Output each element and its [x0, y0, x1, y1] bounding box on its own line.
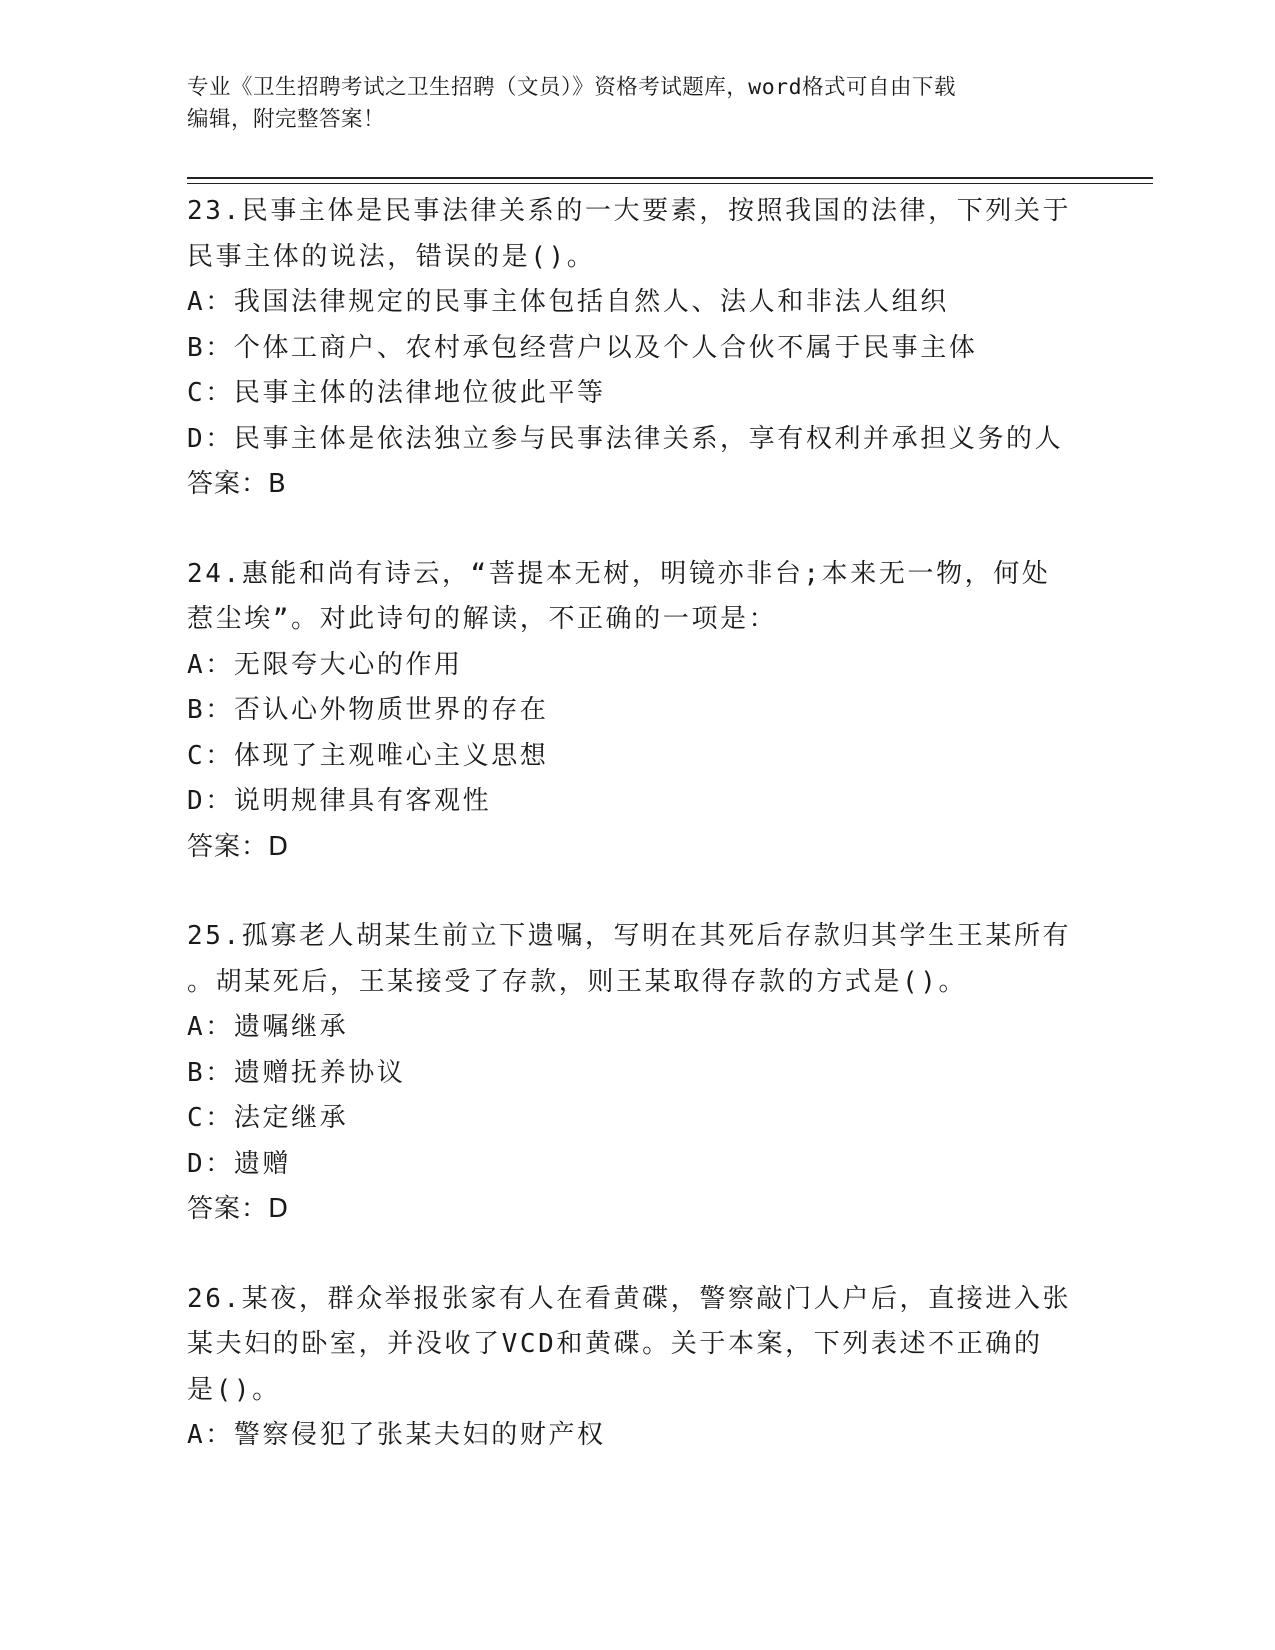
answer: 答案：D — [187, 831, 290, 862]
option-a: A：无限夸大心的作用 — [187, 649, 463, 680]
option-d: D：说明规律具有客观性 — [187, 786, 492, 816]
option-c: C：体现了主观唯心主义思想 — [187, 740, 549, 771]
header-line-2: 编辑，附完整答案！ — [187, 107, 386, 132]
question-text-line: 24.惠能和尚有诗云，“菩提本无树，明镜亦非台;本来无一物，何处 — [187, 558, 1051, 589]
header-divider-thin — [187, 183, 1153, 184]
question-text-line: 民事主体的说法，错误的是()。 — [187, 241, 596, 272]
question-text-line: 。胡某死后，王某接受了存款，则王某取得存款的方式是()。 — [187, 966, 968, 997]
header-line-1: 专业《卫生招聘考试之卫生招聘（文员）》资格考试题库，word格式可自由下载 — [187, 75, 957, 100]
question-text-line: 是()。 — [187, 1374, 281, 1405]
option-b: B：否认心外物质世界的存在 — [187, 695, 549, 725]
option-b: B：遗赠抚养协议 — [187, 1057, 406, 1088]
question-text-line: 26.某夜，群众举报张家有人在看黄碟，警察敲门人户后，直接进入张 — [187, 1283, 1072, 1314]
option-a: A：遗嘱继承 — [187, 1012, 349, 1042]
question-text-line: 25.孤寡老人胡某生前立下遗嘱，写明在其死后存款归其学生王某所有 — [187, 921, 1072, 951]
question-text — [187, 914, 1087, 1005]
option-c: C：民事主体的法律地位彼此平等 — [187, 378, 606, 408]
question-23 — [187, 189, 1087, 508]
option-a: A：警察侵犯了张某夫妇的财产权 — [187, 1420, 606, 1450]
question-26 — [187, 1277, 1087, 1459]
answer: 答案：D — [187, 1194, 290, 1224]
question-25 — [187, 914, 1087, 1233]
question-text-line: 23.民事主体是民事法律关系的一大要素，按照我国的法律，下列关于 — [187, 196, 1072, 226]
header-divider-thick — [187, 177, 1153, 179]
question-text-line: 惹尘埃”。对此诗句的解读，不正确的一项是： — [187, 604, 778, 634]
question-text — [187, 552, 1087, 643]
option-d: D：遗赠 — [187, 1148, 292, 1179]
option-c: C：法定继承 — [187, 1103, 349, 1133]
option-d: D：民事主体是依法独立参与民事法律关系，享有权利并承担义务的人 — [187, 423, 1064, 454]
option-b: B：个体工商户、农村承包经营户以及个人合伙不属于民事主体 — [187, 332, 978, 363]
question-list — [187, 189, 1087, 1503]
option-a: A：我国法律规定的民事主体包括自然人、法人和非法人组织 — [187, 287, 949, 317]
question-text — [187, 1277, 1087, 1414]
document-header — [187, 72, 1067, 136]
question-text-line: 某夫妇的卧室，并没收了VCD和黄碟。关于本案，下列表述不正确的 — [187, 1329, 1043, 1359]
question-text — [187, 189, 1087, 280]
question-24 — [187, 552, 1087, 871]
answer: 答案：B — [187, 469, 287, 499]
